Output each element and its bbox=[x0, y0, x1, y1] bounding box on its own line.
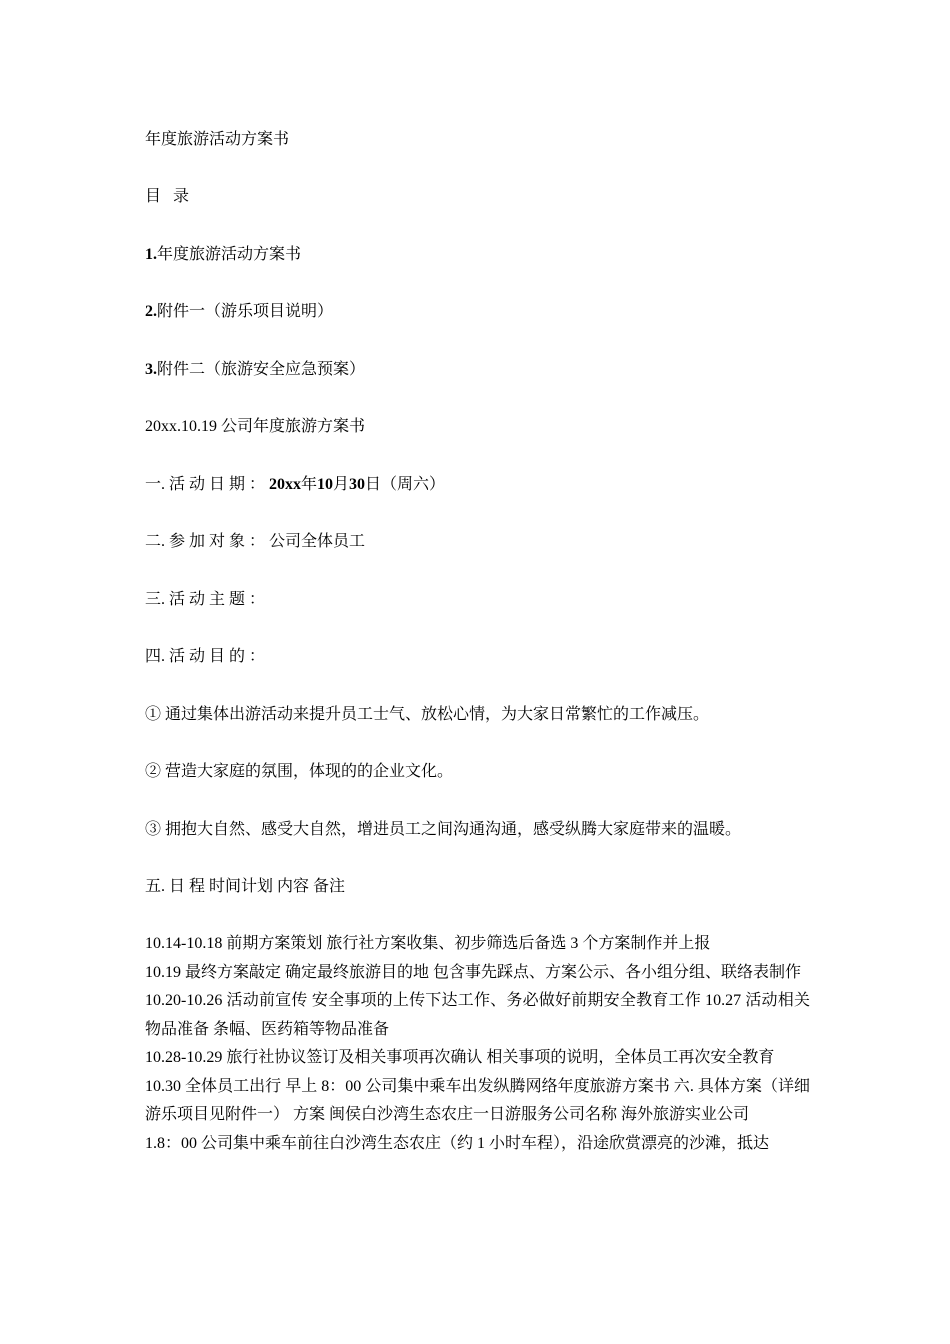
goal-item-3: ③ 拥抱大自然、感受大自然，增进员工之间沟通沟通，感受纵腾大家庭带来的温暖。 bbox=[145, 821, 742, 838]
schedule-entry: 1.8：00 公司集中乘车前往白沙湾生态农庄（约 1 小时车程），沿途欣赏漂亮的沙滩，抵达 bbox=[145, 1134, 770, 1152]
toc-item-text: 附件二（旅游安全应急预案） bbox=[157, 361, 366, 378]
section-theme: 三. 活 动 主 题 ： bbox=[145, 591, 266, 608]
date-day: 30 bbox=[349, 476, 366, 493]
toc-item-number: 1. bbox=[145, 246, 157, 263]
schedule-block bbox=[145, 930, 810, 1158]
toc-item-2 bbox=[145, 302, 333, 322]
toc-item-1 bbox=[145, 245, 301, 265]
date-unit: 年 bbox=[301, 476, 318, 493]
goal-item-1: ① 通过集体出游活动来提升员工士气、放松心情，为大家日常繁忙的工作减压。 bbox=[145, 706, 710, 723]
section-purpose: 四. 活 动 目 的 ： bbox=[145, 648, 266, 665]
section-schedule: 五. 日 程 时间计划 内容 备注 bbox=[145, 878, 346, 895]
date-line: 20xx.10.19 公司年度旅游方案书 bbox=[145, 418, 366, 435]
date-year: 20xx bbox=[269, 476, 302, 493]
goal-item-2: ② 营造大家庭的氛围，体现的的企业文化。 bbox=[145, 763, 454, 780]
section-participants: 二. 参 加 对 象 ： 公司全体员工 bbox=[145, 533, 366, 550]
schedule-entry: 10.19 最终方案敲定 确定最终旅游目的地 包含事先踩点、方案公示、各小组分组、联络表制作 bbox=[145, 963, 802, 981]
section-label: 一. 活 动 日 期 ： bbox=[145, 476, 266, 493]
toc-item-3 bbox=[145, 360, 365, 380]
section-activity-date bbox=[145, 475, 445, 495]
toc-heading: 目 录 bbox=[145, 188, 194, 205]
doc-title: 年度旅游活动方案书 bbox=[145, 131, 290, 148]
toc-item-number: 3. bbox=[145, 361, 157, 378]
date-unit: 月 bbox=[333, 476, 350, 493]
toc-item-text: 年度旅游活动方案书 bbox=[157, 246, 302, 263]
toc-item-text: 附件一（游乐项目说明） bbox=[157, 303, 334, 320]
schedule-entry: 10.20-10.26 活动前宣传 安全事项的上传下达工作、务必做好前期安全教育工作 10.27 活动相关物品准备 条幅、医药箱等物品准备 bbox=[145, 992, 810, 1038]
date-tail: 日（周六） bbox=[365, 476, 446, 493]
schedule-entry: 10.14-10.18 前期方案策划 旅行社方案收集、初步筛选后备选 3 个方案制作并上报 bbox=[145, 935, 711, 952]
toc-item-number: 2. bbox=[145, 303, 157, 320]
schedule-entry: 10.28-10.29 旅行社协议签订及相关事项再次确认 相关事项的说明，全体员工再次安全教育 bbox=[145, 1049, 775, 1066]
schedule-entry: 10.30 全体员工出行 早上 8：00 公司集中乘车出发纵腾网络年度旅游方案书 六. 具体方案（详细游乐项目见附件一） 方案 闽侯白沙湾生态农庄一日游服务公司名称 海外旅游实业公司 bbox=[145, 1077, 810, 1123]
date-month: 10 bbox=[317, 476, 334, 493]
